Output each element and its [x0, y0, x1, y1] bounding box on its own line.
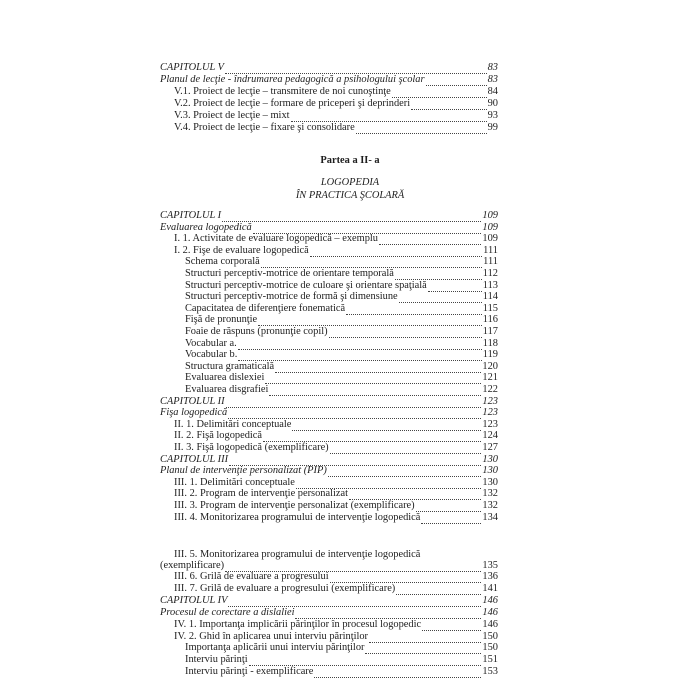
toc-entry-page: 150 — [482, 642, 498, 654]
toc-leader-dots — [379, 235, 481, 245]
toc-entry — [185, 291, 498, 303]
toc-entry — [174, 512, 498, 524]
toc-leader-dots — [238, 351, 481, 361]
toc-leader-dots — [422, 621, 481, 631]
toc-entry-text: V.4. Proiect de lecţie – fixare şi consolidare — [174, 122, 355, 133]
toc-leader-dots — [292, 421, 481, 431]
toc-entry-text: Interviu părinţi — [185, 654, 248, 666]
toc-entry-page: 134 — [482, 511, 498, 523]
toc-entry-page: 124 — [482, 430, 498, 442]
toc-entry — [185, 349, 498, 361]
toc-entry-page: 118 — [482, 337, 498, 349]
toc-entry-text: Foaie de răspuns (pronunţie copil) — [185, 326, 328, 337]
toc-entry-page: 83 — [487, 62, 498, 73]
toc-leader-dots — [330, 573, 482, 583]
toc-entry — [160, 62, 498, 74]
toc-entry-text: IV. 2. Ghid în aplicarea unui interviu părinţilor — [174, 630, 369, 642]
toc-entry-text: III. 2. Program de intervenţie personalizat — [174, 488, 348, 500]
toc-entry-text: Evaluarea disgrafiei — [185, 384, 269, 395]
toc-entry-page: 99 — [487, 122, 498, 133]
toc-entry-page: 151 — [482, 654, 498, 666]
toc-entry-text: IV. 1. Importanţa implicării părinţilor în procesul logopedic — [174, 618, 422, 630]
toc-entry-text: Fişă de pronunţie — [185, 314, 258, 326]
toc-leader-dots — [265, 374, 481, 384]
toc-entry — [174, 631, 498, 643]
toc-entry-page: 130 — [482, 465, 498, 477]
toc-entry-page: 109 — [482, 221, 498, 233]
toc-entry-text: (exemplificare) — [160, 560, 225, 571]
toc-entry-page: 130 — [482, 476, 498, 488]
toc-entry-text: Fişa logopedică — [160, 407, 228, 419]
toc-entry — [160, 595, 498, 607]
toc-entry-page: 119 — [482, 349, 498, 361]
toc-leader-dots — [310, 247, 482, 257]
toc-entry-text: III. 6. Grilă de evaluare a progresului — [174, 571, 329, 582]
toc-leader-dots — [261, 258, 482, 268]
toc-entry-text: Interviu părinţi - exemplificare — [185, 666, 314, 678]
toc-entry-text: Capacitatea de diferenţiere fonematică — [185, 302, 346, 314]
toc-leader-dots — [329, 328, 482, 338]
toc-entry-text: III. 7. Grilă de evaluare a progresului (exemplificare) — [174, 582, 396, 594]
toc-leader-dots — [225, 64, 487, 74]
toc-leader-dots — [411, 100, 487, 110]
toc-entry-text: Schema corporală — [185, 256, 260, 268]
toc-leader-dots — [253, 224, 482, 234]
toc-entry — [174, 86, 498, 98]
toc-entry — [185, 268, 498, 280]
toc-entry-text: CAPITOLUL I — [160, 210, 222, 221]
toc-entry — [185, 338, 498, 350]
toc-entry-text: Structuri perceptiv-motrice de orientare temporală — [185, 268, 394, 279]
toc-entry-page: 150 — [482, 630, 498, 642]
toc-entry — [174, 430, 498, 442]
toc-entry-page: 136 — [482, 571, 498, 582]
toc-leader-dots — [314, 668, 481, 678]
toc-entry-page: 84 — [487, 86, 498, 97]
toc-entry — [160, 607, 498, 619]
toc-leader-dots — [295, 609, 481, 619]
toc-entry-page: 116 — [482, 314, 498, 326]
toc-entry — [160, 407, 498, 419]
toc-entry-text: Evaluarea logopedică — [160, 221, 252, 233]
toc-entry-page: 93 — [487, 110, 498, 121]
toc-entry — [185, 654, 498, 666]
toc-leader-dots — [426, 76, 487, 86]
toc-entry — [174, 245, 498, 257]
toc-leader-dots — [226, 398, 482, 408]
toc-entry — [160, 396, 498, 408]
toc-entry — [160, 222, 498, 234]
toc-entry-page: 112 — [482, 268, 498, 279]
toc-entry — [185, 372, 498, 384]
toc-entry — [185, 384, 498, 396]
toc-leader-dots — [395, 270, 482, 280]
toc-entry-page: 135 — [482, 560, 498, 571]
toc-leader-dots — [399, 293, 482, 303]
toc-entry — [174, 442, 498, 454]
toc-leader-dots — [275, 363, 481, 373]
toc-entry-page: 146 — [482, 618, 498, 630]
toc-entry — [160, 465, 498, 477]
toc-leader-dots — [291, 112, 487, 122]
toc-entry — [174, 477, 498, 489]
toc-leader-dots — [296, 479, 482, 489]
toc-entry — [174, 233, 498, 245]
toc-entry — [185, 314, 498, 326]
part-heading: Partea a II- a — [320, 155, 380, 166]
toc-entry-page: 132 — [482, 488, 498, 500]
toc-entry-page: 121 — [482, 372, 498, 384]
toc-entry-page: 130 — [482, 453, 498, 465]
toc-entry-page: 123 — [482, 407, 498, 419]
toc-entry-page: 146 — [482, 606, 498, 618]
toc-entry-text: V.1. Proiect de lecţie – transmitere de noi cunoştinţe — [174, 86, 391, 97]
toc-entry-page: 109 — [482, 210, 498, 221]
toc-entry-text: III. 4. Monitorizarea programului de intervenţie logopedică — [174, 511, 421, 523]
toc-leader-dots — [349, 490, 481, 500]
toc-entry-text: CAPITOLUL IV — [160, 594, 228, 606]
toc-entry-text: Importanţa aplicării unui interviu părinţilor — [185, 642, 365, 654]
toc-entry-text: Vocabular a. — [185, 337, 237, 349]
toc-entry-text: II. 3. Fişă logopedică (exemplificare) — [174, 442, 329, 453]
toc-entry — [160, 454, 498, 466]
toc-entry — [160, 74, 498, 86]
toc-leader-dots — [396, 585, 481, 595]
toc-entry-page: 90 — [487, 98, 498, 109]
toc-leader-dots — [416, 502, 482, 512]
toc-leader-dots — [328, 467, 482, 477]
toc-entry-page: 132 — [482, 500, 498, 511]
toc-entry-page: 123 — [482, 395, 498, 407]
toc-entry-page: 115 — [482, 302, 498, 314]
toc-leader-dots — [229, 456, 481, 466]
toc-entry-page: 127 — [482, 442, 498, 453]
toc-entry-text: III. 3. Program de intervenţie personalizat (exemplificare) — [174, 500, 415, 511]
toc-leader-dots — [228, 409, 481, 419]
toc-leader-dots — [421, 514, 481, 524]
toc-entry-text: II. 2. Fişă logopedică — [174, 430, 263, 442]
toc-entry — [174, 488, 498, 500]
toc-leader-dots — [222, 212, 481, 222]
toc-entry-text: Vocabular b. — [185, 349, 238, 361]
toc-entry-text: CAPITOLUL V — [160, 62, 224, 73]
toc-leader-dots — [258, 316, 482, 326]
toc-entry-text: III. 1. Delimitări conceptuale — [174, 476, 295, 488]
toc-entry — [174, 500, 498, 512]
toc-entry-page: 141 — [482, 582, 498, 594]
toc-entry-text: CAPITOLUL II — [160, 395, 225, 407]
toc-entry — [185, 303, 498, 315]
toc-entry — [185, 666, 498, 678]
toc-entry-text: II. 1. Delimitări conceptuale — [174, 418, 292, 430]
toc-entry-text: Planul de lecţie - îndrumarea pedagogică a psihologului şcolar — [160, 74, 425, 85]
toc-entry-page: 111 — [483, 244, 498, 256]
toc-leader-dots — [356, 124, 487, 134]
toc-entry-page: 83 — [487, 74, 498, 85]
toc-entry — [160, 210, 498, 222]
toc-entry-page: 114 — [482, 291, 498, 303]
toc-entry-text: Structuri perceptiv-motrice de culoare şi orientare spaţială — [185, 279, 427, 291]
toc-leader-dots — [346, 305, 482, 315]
toc-entry — [185, 642, 498, 654]
toc-entry — [185, 280, 498, 292]
section-title-line-1: LOGOPEDIA — [320, 177, 380, 188]
toc-entry-page: 122 — [482, 384, 498, 395]
toc-entry-page: 113 — [482, 279, 498, 291]
toc-entry-page: 111 — [483, 256, 498, 268]
toc-leader-dots — [392, 88, 487, 98]
toc-entry-text: V.3. Proiect de lecţie – mixt — [174, 110, 290, 121]
toc-entry-text: Procesul de corectare a dislaliei — [160, 606, 295, 618]
toc-leader-dots — [369, 633, 481, 643]
toc-entry-text: CAPITOLUL III — [160, 453, 229, 465]
toc-entry-page: 117 — [482, 326, 498, 337]
toc-leader-dots — [330, 444, 482, 454]
toc-entry-text: Structura gramaticală — [185, 360, 275, 372]
toc-leader-dots — [365, 644, 481, 654]
toc-entry-text: I. 1. Activitate de evaluare logopedică – exemplu — [174, 233, 378, 245]
toc-leader-dots — [228, 597, 481, 607]
toc-entry-page: 123 — [482, 418, 498, 430]
toc-leader-dots — [238, 340, 482, 350]
toc-entry-text: V.2. Proiect de lecţie – formare de priceperi şi deprinderi — [174, 98, 411, 109]
section-title-line-2: ÎN PRACTICA ŞCOLARĂ — [295, 190, 405, 201]
toc-entry-page: 146 — [482, 594, 498, 606]
toc-entry-text: I. 2. Fişe de evaluare logopedică — [174, 244, 309, 256]
toc-entry — [174, 110, 498, 122]
toc-entry — [185, 326, 498, 338]
toc-entry — [174, 619, 498, 631]
toc-entry — [185, 256, 498, 268]
toc-entry — [174, 98, 498, 110]
toc-entry — [174, 122, 498, 134]
toc-leader-dots — [263, 432, 481, 442]
toc-entry — [174, 583, 498, 595]
toc-leader-dots — [428, 282, 482, 292]
toc-entry-page: 120 — [482, 360, 498, 372]
toc-entry-page: 109 — [482, 233, 498, 245]
toc-entry-text: Structuri perceptiv-motrice de formă şi dimensiune — [185, 291, 398, 303]
toc-entry-page: 153 — [482, 666, 498, 678]
toc-entry-text: Evaluarea dislexiei — [185, 372, 265, 384]
toc-leader-dots — [249, 656, 482, 666]
toc-entry-text: Planul de intervenţie personalizat (PIP) — [160, 465, 327, 477]
toc-entry — [174, 571, 498, 583]
toc-leader-dots — [269, 386, 481, 396]
toc-entry — [174, 419, 498, 431]
toc-entry — [185, 361, 498, 373]
toc-entry-wrapped-line-1: III. 5. Monitorizarea programului de intervenţie logopedică — [174, 549, 421, 560]
